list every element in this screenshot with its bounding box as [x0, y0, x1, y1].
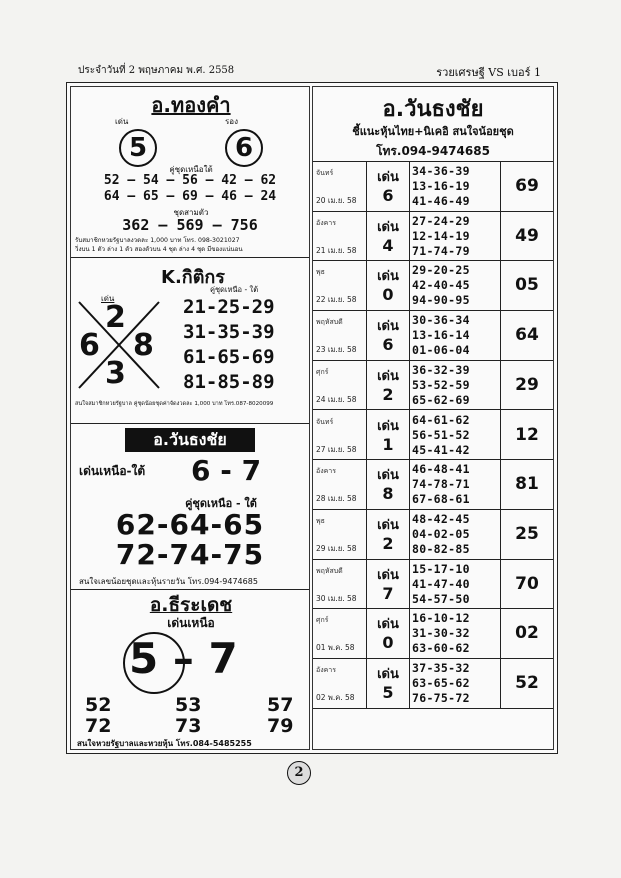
lead-value: 6 - 7 — [191, 454, 262, 487]
row-pairs-1: 46-48-41 — [412, 462, 470, 477]
row-result: 64 — [515, 325, 539, 346]
lead-value: 5 – 7 — [129, 634, 238, 683]
pairs-row-2: 64 – 65 – 69 – 46 – 24 — [103, 189, 277, 204]
table-row — [313, 361, 553, 411]
row-lead-digit: 2 — [382, 533, 394, 553]
row-date: 29 เม.ย. 58 — [316, 543, 357, 553]
right-phone: โทร.094-9474685 — [376, 144, 490, 158]
row-pairs-2: 04-02-05 — [412, 526, 470, 541]
row-pairs-3: 65-62-69 — [412, 392, 470, 407]
row-date: 23 เม.ย. 58 — [316, 345, 357, 355]
row-date: 24 เม.ย. 58 — [316, 394, 357, 404]
row-day: พฤหัสบดี — [316, 566, 343, 575]
section-title: อ.ทองคำ — [151, 93, 231, 117]
row-lead-label: เด่น — [377, 517, 399, 533]
row-lead-digit: 0 — [382, 633, 394, 653]
x-digit-top: 2 — [105, 300, 126, 335]
section-kitikorn — [71, 258, 309, 423]
table-row — [313, 162, 553, 212]
pair-row-1: 62-64-65 — [115, 508, 265, 541]
pair-row-4: 81-85-89 — [183, 371, 275, 393]
row-pairs-1: 29-20-25 — [412, 263, 470, 278]
row-day: จันทร์ — [316, 169, 334, 177]
row-day: ศุกร์ — [316, 367, 329, 376]
row-date: 28 เม.ย. 58 — [316, 494, 357, 504]
table-row — [313, 510, 553, 560]
pairs-label: คู่ชุดเหนือใต้ — [169, 165, 213, 174]
lead-label: เด่น — [115, 117, 129, 126]
row-pairs-2: 42-40-45 — [412, 278, 470, 293]
row-date: 01 พ.ค. 58 — [316, 643, 355, 653]
table-row — [313, 560, 553, 610]
pair-row-2: 72-74-75 — [115, 538, 265, 571]
row-lead-digit: 7 — [382, 583, 394, 603]
row-lead-digit: 6 — [382, 335, 394, 355]
table-row — [313, 609, 553, 659]
row-lead-label: เด่น — [377, 219, 399, 235]
column-divider — [366, 162, 367, 709]
row-date: 30 เม.ย. 58 — [316, 593, 357, 603]
row-lead-label: เด่น — [377, 269, 399, 285]
x-digit-bottom: 3 — [105, 356, 126, 391]
right-panel — [312, 86, 554, 750]
row-lead-label: เด่น — [377, 319, 399, 335]
row-lead-digit: 1 — [382, 434, 394, 454]
page-number: 2 — [287, 761, 311, 785]
row-pairs-3: 01-06-04 — [412, 343, 470, 358]
table-row — [313, 261, 553, 311]
pair-row-3: 61-65-69 — [183, 346, 275, 368]
row-pairs-1: 64-61-62 — [412, 412, 470, 427]
row-day: จันทร์ — [316, 417, 334, 426]
row-day: พุธ — [316, 268, 325, 277]
row-day: พฤหัสบดี — [316, 318, 343, 327]
row-lead-label: เด่น — [377, 418, 399, 434]
row-day: ศุกร์ — [316, 616, 329, 625]
section-title: K.กิติกร — [161, 267, 225, 288]
row-pairs-1: 27-24-29 — [412, 213, 470, 228]
issue-date: ประจำวันที่ 2 พฤษภาคม พ.ศ. 2558 — [78, 65, 235, 76]
row-lead-digit: 0 — [382, 285, 394, 305]
triples-label: ชุดสามตัว — [173, 208, 209, 217]
row-day: พุธ — [316, 516, 325, 525]
row-day: อังคาร — [316, 666, 336, 674]
row-pairs-2: 63-65-62 — [412, 676, 470, 690]
row-pairs-3: 63-60-62 — [412, 641, 470, 656]
row-pairs-3: 71-74-79 — [412, 243, 470, 258]
section-note: สนใจเลขน้อยชุดและหุ้นรายวัน โทร.094-9474685 — [79, 577, 258, 586]
section-note: รับสมาชิกหวยรัฐบาลงวดละ 1,000 บาท โทร. 098-3021027 — [75, 237, 240, 244]
row-result: 05 — [515, 275, 539, 296]
row-pairs-2: 53-52-59 — [412, 377, 470, 392]
row-result: 52 — [515, 673, 539, 693]
section-theeradet — [71, 590, 309, 749]
row-lead-label: เด่น — [377, 468, 399, 484]
row-pairs-3: 76-75-72 — [412, 691, 470, 705]
row-result: 70 — [515, 573, 539, 594]
lead-digit: 5 — [119, 129, 157, 167]
row-date: 27 เม.ย. 58 — [316, 444, 357, 454]
section-thongkham — [71, 87, 309, 256]
table-row — [313, 659, 553, 709]
row-date: 21 เม.ย. 58 — [316, 245, 357, 255]
row-lead-label: เด่น — [377, 567, 399, 583]
row-result: 29 — [515, 374, 539, 395]
second-digit: 6 — [225, 129, 263, 167]
table-row — [313, 460, 553, 510]
row-pairs-3: 67-68-61 — [412, 492, 470, 507]
triples-row: 362 – 569 – 756 — [122, 216, 258, 234]
row-lead-label: เด่น — [377, 617, 399, 633]
column-divider — [500, 162, 501, 709]
row-result: 02 — [515, 623, 539, 644]
row-pairs-1: 30-36-34 — [412, 313, 470, 328]
row-pairs-2: 31-30-32 — [412, 626, 470, 641]
page-header-title: รวยเศรษฐี VS เบอร์ 1 — [436, 66, 541, 79]
pair-5: 73 — [175, 715, 202, 737]
row-pairs-2: 74-78-71 — [412, 477, 470, 492]
x-digit-right: 8 — [133, 328, 154, 363]
section-note-2: วิ่งบน 1 ตัว ล่าง 1 ตัว สองตัวบน 4 ชุด ล่าง 4 ชุด มีของแน่นอน — [75, 246, 243, 253]
section-note: สนใจสมาชิกหวยรัฐบาล คู่ชุดน้อยชุดค่าจัดงวดละ 1,000 บาท โทร.087-8020099 — [75, 401, 274, 407]
pair-2: 53 — [175, 694, 202, 716]
row-pairs-2: 12-14-19 — [412, 228, 470, 243]
row-lead-digit: 5 — [382, 683, 394, 702]
row-result: 25 — [515, 523, 539, 544]
row-pairs-1: 48-42-45 — [412, 511, 470, 526]
row-day: อังคาร — [316, 218, 336, 227]
section-subtitle: คู่ชุดเหนือ - ใต้ — [209, 285, 259, 294]
prediction-table — [313, 162, 553, 709]
row-pairs-1: 37-35-32 — [412, 661, 470, 675]
row-lead-label: เด่น — [377, 667, 399, 682]
row-date: 02 พ.ค. 58 — [316, 693, 355, 702]
right-title: อ.วันธงชัย — [382, 97, 484, 122]
pair-row-2: 31-35-39 — [183, 321, 275, 343]
row-date: 22 เม.ย. 58 — [316, 295, 357, 305]
row-result: 49 — [515, 225, 539, 246]
row-result: 12 — [515, 424, 539, 445]
row-pairs-2: 41-47-40 — [412, 576, 470, 591]
table-row — [313, 311, 553, 361]
section-note: สนใจหวยรัฐบาลและหวยหุ้น โทร.084-5485255 — [77, 739, 252, 748]
row-result: 81 — [515, 474, 539, 495]
row-day: อังคาร — [316, 467, 336, 476]
row-lead-digit: 6 — [382, 186, 394, 205]
pair-6: 79 — [267, 715, 294, 737]
lead-label: เด่นเหนือ-ใต้ — [79, 464, 146, 478]
row-pairs-1: 34-36-39 — [412, 164, 470, 178]
pair-row-1: 21-25-29 — [183, 296, 275, 318]
row-pairs-3: 45-41-42 — [412, 442, 470, 457]
row-pairs-2: 13-16-19 — [412, 179, 470, 193]
row-pairs-3: 54-57-50 — [412, 591, 470, 606]
right-subtitle: ชี้แนะหุ้นไทย+นิเคอิ สนใจน้อยชุด — [352, 125, 514, 138]
pair-1: 52 — [85, 694, 112, 716]
row-pairs-3: 41-46-49 — [412, 194, 470, 208]
second-label: รอง — [225, 117, 239, 126]
row-lead-digit: 8 — [382, 484, 394, 504]
column-divider — [409, 162, 410, 709]
row-result: 69 — [515, 176, 539, 196]
lead-label: เด่นเหนือ — [167, 616, 215, 630]
row-lead-label: เด่น — [377, 170, 399, 185]
pairs-row-1: 52 – 54 – 56 – 42 – 62 — [103, 173, 277, 188]
row-pairs-1: 16-10-12 — [412, 611, 470, 626]
pair-3: 57 — [267, 694, 294, 716]
row-pairs-2: 56-51-52 — [412, 427, 470, 442]
table-row — [313, 212, 553, 262]
section-subtitle: คู่ชุดเหนือ - ใต้ — [185, 497, 257, 510]
row-pairs-1: 36-32-39 — [412, 362, 470, 377]
row-pairs-3: 80-82-85 — [412, 541, 470, 556]
row-lead-digit: 4 — [382, 235, 394, 255]
row-date: 20 เม.ย. 58 — [316, 196, 357, 205]
x-digit-left: 6 — [79, 328, 100, 363]
table-row — [313, 411, 553, 461]
pair-4: 72 — [85, 715, 112, 737]
row-pairs-2: 13-16-14 — [412, 328, 470, 343]
section-title: อ.วันธงชัย — [125, 428, 255, 452]
section-wanthongchai — [71, 424, 309, 589]
row-lead-digit: 2 — [382, 384, 394, 404]
lead-label: เด่น — [101, 294, 115, 303]
row-pairs-1: 15-17-10 — [412, 561, 470, 576]
row-lead-label: เด่น — [377, 368, 399, 384]
section-title: อ.ธีระเดช — [149, 594, 233, 616]
left-panel — [70, 86, 310, 750]
row-pairs-3: 94-90-95 — [412, 293, 470, 308]
